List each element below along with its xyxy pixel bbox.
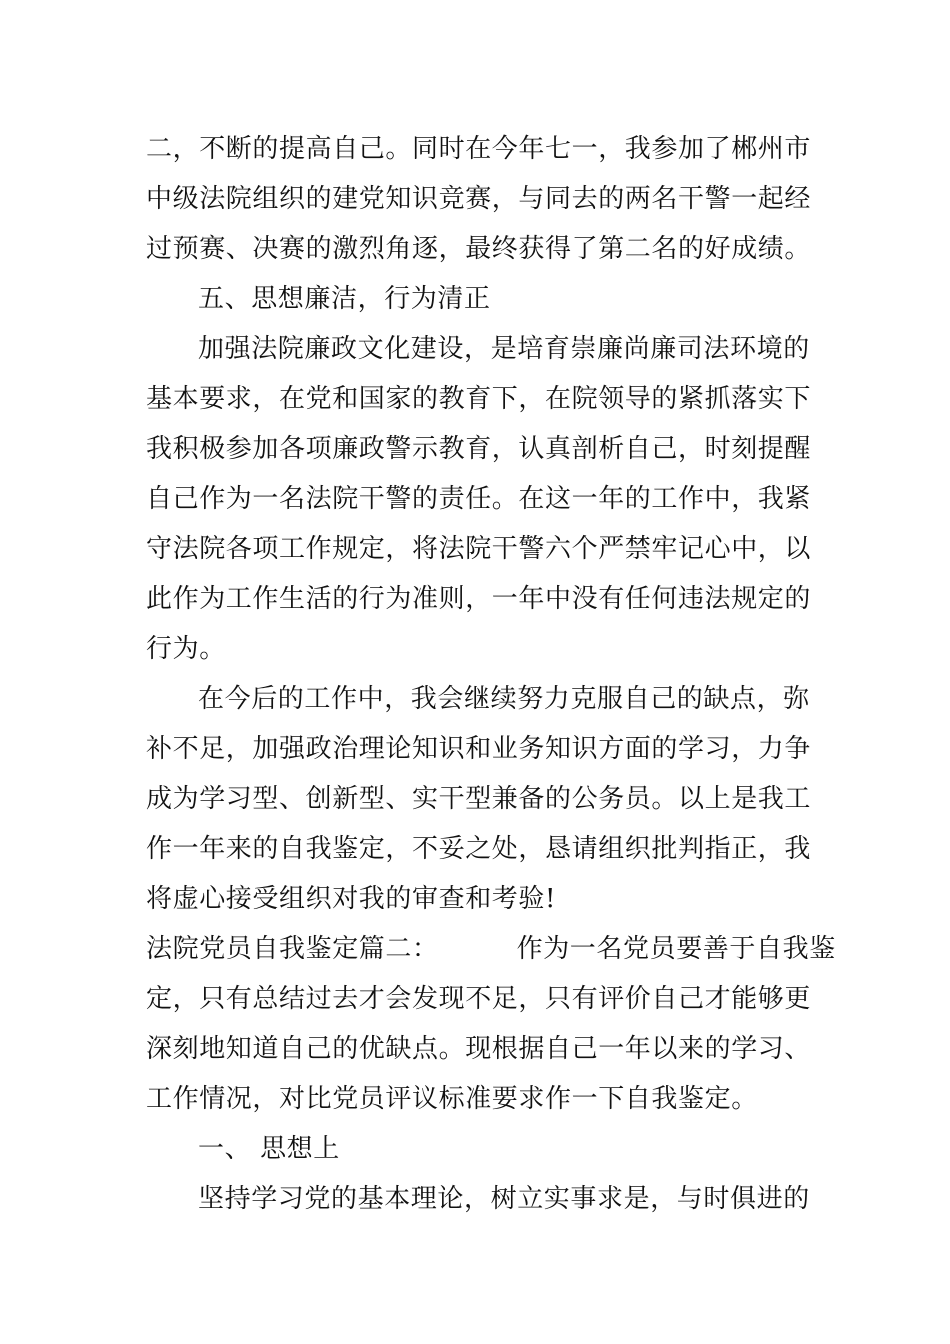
section-title: 法院党员自我鉴定篇二： <box>146 934 439 964</box>
section-intro: 作为一名党员要善于自我鉴 <box>516 934 836 964</box>
section-title-line <box>146 927 836 971</box>
text-line: 此作为工作生活的行为准则，一年中没有任何违法规定的 <box>146 584 812 614</box>
text-line: 工作情况，对比党员评议标准要求作一下自我鉴定。 <box>146 1084 758 1114</box>
text-line: 过预赛、决赛的激烈角逐，最终获得了第二名的好成绩。 <box>146 234 812 264</box>
text-line: 自己作为一名法院干警的责任。在这一年的工作中，我紧 <box>146 484 812 514</box>
text-line: 定，只有总结过去才会发现不足，只有评价自己才能够更 <box>146 984 812 1014</box>
paragraph-start-line: 坚持学习党的基本理论，树立实事求是，与时俱进的 <box>198 1184 810 1214</box>
paragraph-start-line: 在今后的工作中，我会继续努力克服自己的缺点，弥 <box>198 684 810 714</box>
text-line: 补不足，加强政治理论知识和业务知识方面的学习，力争 <box>146 734 812 764</box>
text-line: 二，不断的提高自己。同时在今年七一，我参加了郴州市 <box>146 134 812 164</box>
text-line: 基本要求，在党和国家的教育下，在院领导的紧抓落实下 <box>146 384 812 414</box>
text-line: 将虚心接受组织对我的审查和考验! <box>146 884 557 914</box>
section-heading: 一、 思想上 <box>198 1134 340 1164</box>
text-line: 我积极参加各项廉政警示教育，认真剖析自己，时刻提醒 <box>146 434 812 464</box>
text-line: 行为。 <box>146 634 226 664</box>
text-line: 深刻地知道自己的优缺点。现根据自己一年以来的学习、 <box>146 1034 812 1064</box>
text-line: 守法院各项工作规定，将法院干警六个严禁牢记心中，以 <box>146 534 812 564</box>
paragraph-start-line: 加强法院廉政文化建设，是培育崇廉尚廉司法环境的 <box>198 334 810 364</box>
section-heading: 五、思想廉洁，行为清正 <box>198 284 491 314</box>
text-line: 中级法院组织的建党知识竞赛，与同去的两名干警一起经 <box>146 184 812 214</box>
text-line: 成为学习型、创新型、实干型兼备的公务员。以上是我工 <box>146 784 812 814</box>
text-line: 作一年来的自我鉴定，不妥之处，恳请组织批判指正，我 <box>146 834 812 864</box>
